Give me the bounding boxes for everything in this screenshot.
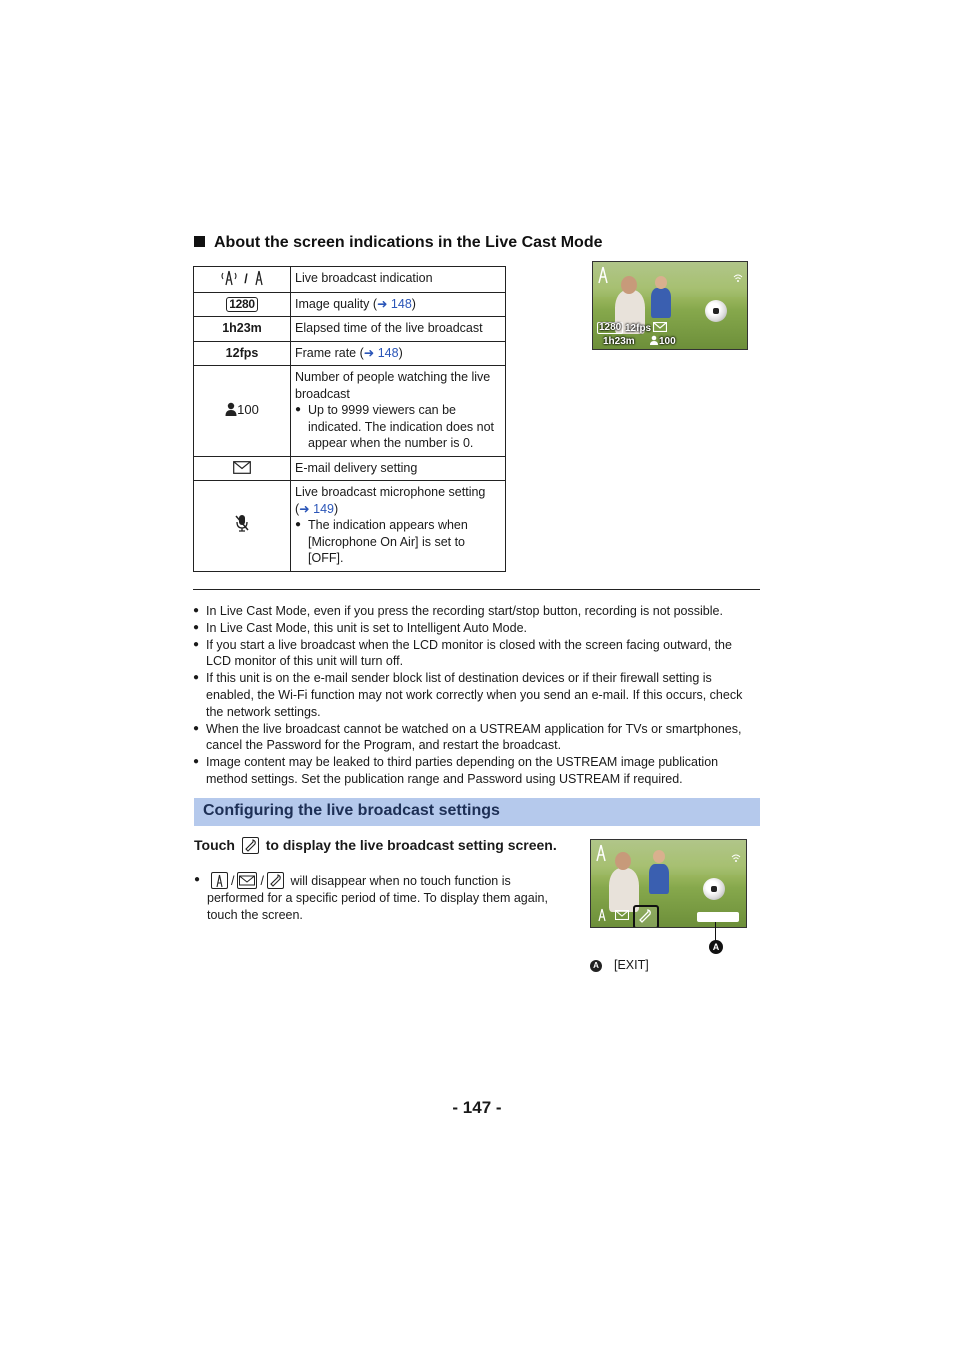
bullet-icon: ● <box>193 638 200 650</box>
ball-shape <box>705 300 727 322</box>
antenna-icon <box>595 844 607 862</box>
microphone-off-icon <box>235 514 249 532</box>
wifi-icon <box>733 274 743 282</box>
frame-rate-label: 12fps <box>194 341 291 366</box>
sub-note: ● The indication appears when [Microphone On Air] is set to [OFF]. <box>295 518 468 565</box>
antenna-icon <box>597 266 609 284</box>
table-desc-cell: Number of people watching the live broadcast ● Up to 9999 viewers can be indicated. The indication does not appear when the number is 0. <box>291 366 506 457</box>
page-link[interactable]: ➜ 148 <box>376 296 412 311</box>
child-head-shape <box>653 850 665 863</box>
bullet-icon: ● <box>193 722 200 734</box>
osd-quality-badge: 1280 <box>599 322 622 333</box>
person-head-shape <box>615 852 631 870</box>
page-number: - 147 - <box>452 1098 502 1117</box>
table-row <box>194 456 506 481</box>
exit-button[interactable] <box>697 912 739 922</box>
envelope-icon <box>233 461 251 474</box>
section-title: About the screen indications in the Live Cast Mode <box>194 234 603 252</box>
table-desc-cell: Elapsed time of the live broadcast <box>291 317 506 342</box>
osd-elapsed-time: 1h23m <box>603 336 635 347</box>
bullet-icon: ● <box>295 404 302 415</box>
image-quality-badge: 1280 <box>226 297 258 312</box>
wrench-button[interactable] <box>633 905 659 928</box>
bullet-icon: ● <box>295 519 302 530</box>
table-desc-cell: E-mail delivery setting <box>291 456 506 481</box>
notes-list <box>193 603 760 788</box>
callout-marker: A <box>709 940 723 954</box>
wifi-icon <box>731 854 741 862</box>
table-row <box>194 341 506 366</box>
table-row <box>194 292 506 317</box>
wrench-icon <box>242 837 259 854</box>
live-broadcast-antenna-icon <box>220 270 238 286</box>
wrench-icon <box>635 907 655 925</box>
table-row <box>194 481 506 572</box>
settings-screen-image <box>590 839 747 928</box>
list-item: ● Image content may be leaked to third parties depending on the USTREAM image publication method settings. Set the publication range and Password using USTREAM if required. <box>193 755 719 786</box>
table-icon-cell: / <box>194 267 291 293</box>
osd-viewer-count: 100 <box>659 336 676 347</box>
touch-note: ● / / will disappear when no touch function is performed for a specific period of time. To display them again, touch the screen. <box>194 874 548 922</box>
table-desc-cell: Frame rate (➜ 148) <box>291 341 506 366</box>
table-desc-cell: Live broadcast microphone setting (➜ 149) ● The indication appears when [Microphone On Air] is set to [OFF]. <box>291 481 506 572</box>
envelope-icon <box>237 872 257 889</box>
divider-line <box>193 589 760 590</box>
bullet-icon: ● <box>193 605 200 616</box>
list-item: ● In Live Cast Mode, this unit is set to Intelligent Auto Mode. <box>193 620 528 635</box>
list-item: ● If this unit is on the e-mail sender block list of destination devices or if their firewall setting is enabled, the Wi-Fi function may not work correctly when you send an e-mail. If this occurs, check the network settings. <box>193 671 743 719</box>
table-desc-cell: Live broadcast indication <box>291 267 506 293</box>
bullet-icon: ● <box>193 621 200 633</box>
elapsed-time-label: 1h23m <box>194 317 291 342</box>
envelope-icon[interactable] <box>615 910 629 920</box>
viewer-count-icon <box>650 335 658 345</box>
list-item: ● When the live broadcast cannot be watched on a USTREAM application for TVs or smartphones, cancel the Password for the Program, and restart the broadcast. <box>193 721 742 753</box>
callout-line <box>715 922 716 942</box>
table-row <box>194 366 506 457</box>
list-item: ● If you start a live broadcast when the LCD monitor is closed with the screen facing outward, the LCD monitor of this unit will turn off. <box>193 637 732 669</box>
table-icon-cell <box>194 292 291 317</box>
antenna-icon <box>254 270 264 286</box>
table-icon-cell <box>194 481 291 572</box>
table-desc-cell: Image quality (➜ 148) <box>291 292 506 317</box>
bullet-icon: ● <box>194 874 201 885</box>
page-link[interactable]: ➜ 148 <box>363 345 399 360</box>
square-bullet-icon <box>194 236 205 247</box>
ball-shape <box>703 878 725 900</box>
callout-caption: A [EXIT] <box>590 958 649 972</box>
live-broadcast-antenna-icon[interactable] <box>595 908 609 922</box>
table-row <box>194 317 506 342</box>
child-head-shape <box>655 276 667 289</box>
viewer-count-icon <box>225 402 237 416</box>
bullet-icon: ● <box>193 756 200 768</box>
live-cast-screen-image <box>592 261 748 350</box>
touch-instruction: Touch to display the live broadcast setting screen. <box>194 837 557 853</box>
child-shape <box>651 288 671 318</box>
sub-note: ● Up to 9999 viewers can be indicated. The indication does not appear when the number is 0. <box>295 403 495 450</box>
table-icon-cell: 100 <box>194 366 291 457</box>
wrench-icon <box>267 872 284 889</box>
config-section-header: Configuring the live broadcast settings <box>194 798 760 826</box>
child-shape <box>649 864 669 894</box>
indication-table <box>193 266 506 572</box>
table-icon-cell <box>194 456 291 481</box>
person-head-shape <box>621 276 637 294</box>
live-broadcast-antenna-icon <box>211 872 228 889</box>
table-row <box>194 267 506 293</box>
bullet-icon: ● <box>193 672 200 684</box>
osd-frame-rate: 12fps <box>625 323 652 334</box>
page-link[interactable]: ➜ 149 <box>299 501 334 516</box>
envelope-icon <box>653 322 667 332</box>
list-item: ● In Live Cast Mode, even if you press the recording start/stop button, recording is not possible. <box>193 604 723 618</box>
callout-marker-small: A <box>590 960 602 972</box>
